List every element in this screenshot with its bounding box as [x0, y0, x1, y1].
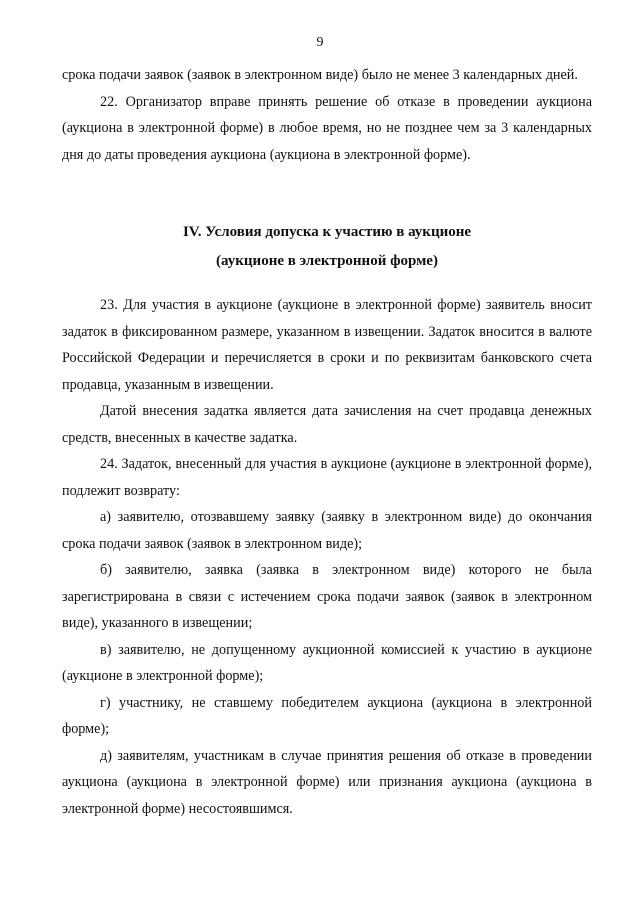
list-item-b: б) заявителю, заявка (заявка в электронном виде) которого не была зарегистрирована в связи с истечением срока подачи заявок (заявок в электронном виде), указанного в извещении; [62, 562, 592, 631]
paragraph-deposit-date: Датой внесения задатка является дата зачисления на счет продавца денежных средств, внесенных в качестве задатка. [62, 403, 592, 446]
list-item-v: в) заявителю, не допущенному аукционной комиссией к участию в аукционе (аукционе в электронной форме); [62, 641, 592, 684]
paragraph-22: 22. Организатор вправе принять решение об отказе в проведении аукциона (аукциона в электронной форме) в любое время, но не позднее чем за 3 календарных дня до даты проведения аукциона (аукциона в электронной форме). [62, 93, 592, 163]
section-heading-line-2: (аукционе в электронной форме) [216, 253, 438, 269]
page-number: 9 [316, 35, 324, 50]
section-heading [62, 218, 592, 276]
list-item-g: г) участнику, не ставшему победителем аукциона (аукциона в электронной форме); [62, 694, 592, 737]
paragraph-23: 23. Для участия в аукционе (аукционе в электронной форме) заявитель вносит задаток в фиксированном размере, указанном в извещении. Задаток вносится в валюте Российской Федерации и перечисляется в сроки и по реквизитам банковского счета продавца, указанным в извещении. [62, 297, 592, 393]
section-heading-line-1: IV. Условия допуска к участию в аукционе [182, 224, 472, 240]
paragraph-24: 24. Задаток, внесенный для участия в аукционе (аукционе в электронной форме), подлежит возврату: [62, 456, 592, 499]
main-text-block [62, 292, 592, 822]
paragraph-continuation: срока подачи заявок (заявок в электронном виде) было не менее 3 календарных дней. [62, 67, 578, 83]
list-item-a: а) заявителю, отозвавшему заявку (заявку в электронном виде) до окончания срока подачи заявок (заявок в электронном виде); [62, 509, 592, 552]
list-item-d: д) заявителям, участникам в случае принятия решения об отказе в проведении аукциона (аукциона в электронной форме) или признания аукциона (аукциона в электронной форме) несостоявшимся. [62, 747, 592, 817]
top-text-block [62, 62, 592, 168]
